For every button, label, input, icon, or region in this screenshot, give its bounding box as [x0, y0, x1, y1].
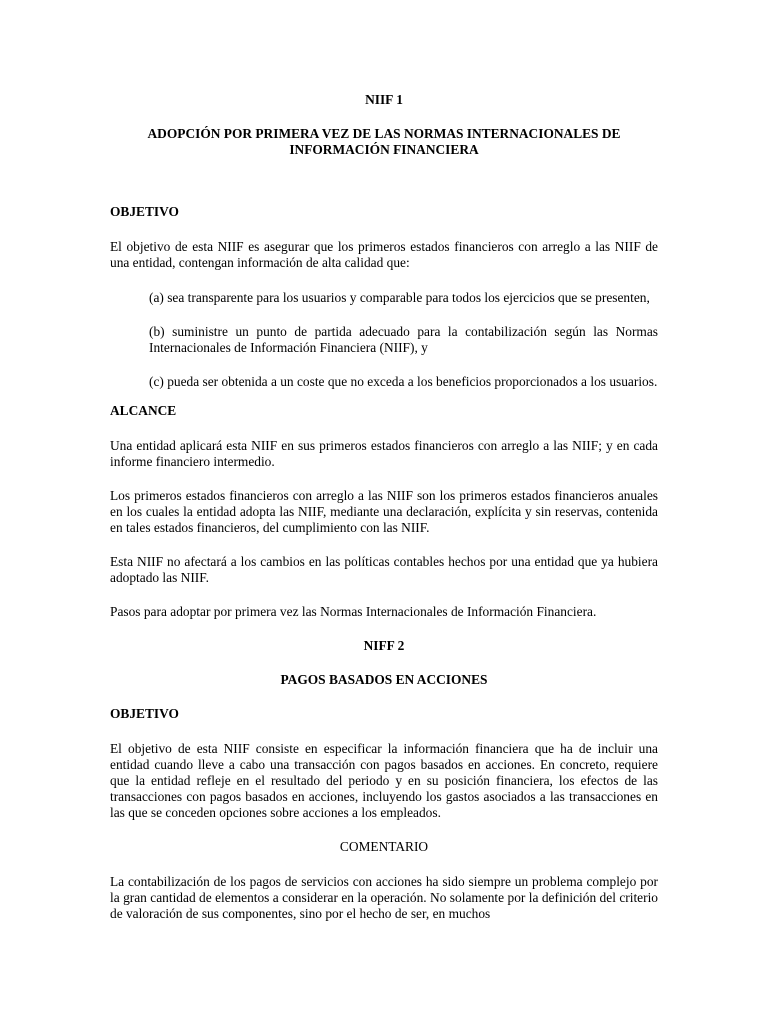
niif1-objetivo-paragraph: El objetivo de esta NIIF es asegurar que los primeros estados financieros con arreglo a las NIIF de una entidad, contengan información de alta calidad que:: [110, 239, 658, 270]
niif1-alcance-heading: ALCANCE: [110, 403, 177, 418]
niif1-item-a: (a) sea transparente para los usuarios y comparable para todos los ejercicios que se presenten,: [149, 290, 650, 305]
niif1-alcance-paragraph-4: Pasos para adoptar por primera vez las Normas Internacionales de Información Financiera.: [110, 604, 597, 619]
niif1-item-c: (c) pueda ser obtenida a un coste que no exceda a los beneficios proporcionados a los usuarios.: [149, 374, 658, 389]
niif1-title: ADOPCIÓN POR PRIMERA VEZ DE LAS NORMAS INTERNACIONALES DE INFORMACIÓN FINANCIERA: [147, 126, 621, 157]
niff2-title: PAGOS BASADOS EN ACCIONES: [280, 672, 488, 687]
niff2-number: NIFF 2: [363, 638, 405, 653]
niff2-objetivo-heading: OBJETIVO: [110, 706, 179, 721]
niff2-comentario-heading: COMENTARIO: [339, 839, 429, 854]
niif1-alcance-paragraph-1: Una entidad aplicará esta NIIF en sus primeros estados financieros con arreglo a las NIIF; y en cada informe financiero intermedio.: [110, 438, 658, 469]
niff2-objetivo-paragraph: El objetivo de esta NIIF consiste en especificar la información financiera que ha de incluir una entidad cuando lleve a cabo una transacción con pagos basados en acciones. En concreto, requiere que la entidad refleje en el resultado del periodo y en su posición financiera, los efectos de las transacciones con pagos basados en acciones, incluyendo los gastos asociados a las transacciones en las que se conceden opciones sobre acciones a los empleados.: [110, 741, 658, 820]
niif1-item-b: (b) suministre un punto de partida adecuado para la contabilización según las Normas Internacionales de Información Financiera (NIIF), y: [149, 324, 658, 355]
niff2-comentario-paragraph: La contabilización de los pagos de servicios con acciones ha sido siempre un problema complejo por la gran cantidad de elementos a considerar en la operación. No solamente por la definición del criterio de valoración de sus componentes, sino por el hecho de ser, en muchos: [110, 874, 658, 921]
niif1-alcance-paragraph-2: Los primeros estados financieros con arreglo a las NIIF son los primeros estados financieros anuales en los cuales la entidad adopta las NIIF, mediante una declaración, explícita y sin reservas, contenida en tales estados financieros, del cumplimiento con las NIIF.: [110, 488, 658, 535]
niif1-objetivo-heading: OBJETIVO: [110, 204, 179, 219]
niif1-alcance-paragraph-3: Esta NIIF no afectará a los cambios en las políticas contables hechos por una entidad que ya hubiera adoptado las NIIF.: [110, 554, 658, 585]
document-page: [110, 92, 658, 922]
niif1-number: NIIF 1: [365, 92, 403, 107]
